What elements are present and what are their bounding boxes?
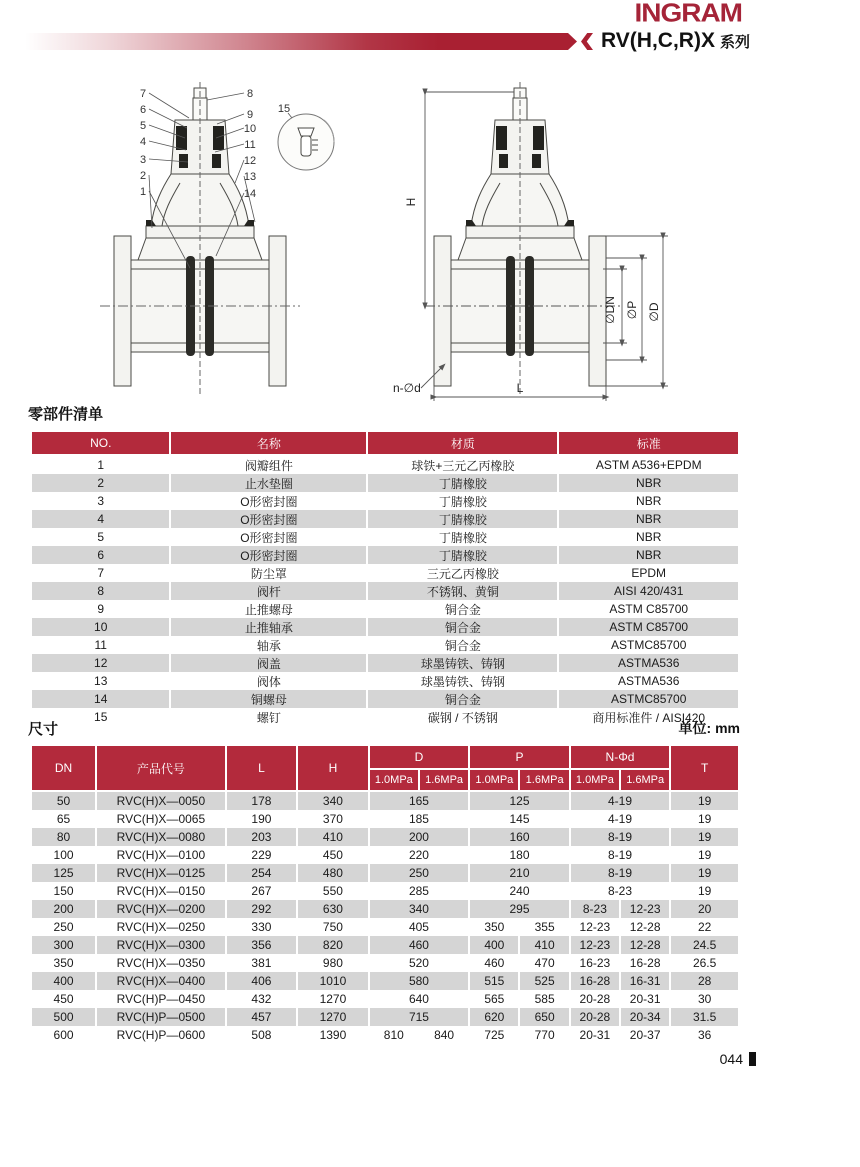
table-cell: 铜合金	[367, 690, 558, 708]
table-cell: 30	[670, 990, 739, 1008]
table-cell: 340	[369, 900, 470, 918]
table-cell: ASTM A536+EPDM	[558, 455, 739, 474]
series-title: RV(H,C,R)X	[601, 29, 715, 52]
table-cell: 229	[226, 846, 298, 864]
table-cell: 180	[469, 846, 570, 864]
table-cell: 8-23	[570, 900, 620, 918]
table-cell: 12-23	[570, 936, 620, 954]
table-cell: 640	[369, 990, 470, 1008]
table-cell: 350	[469, 918, 519, 936]
table-cell: RVC(H)P—0600	[96, 1026, 226, 1044]
table-cell: 750	[297, 918, 369, 936]
table-cell: RVC(H)X—0050	[96, 791, 226, 810]
brand-logo: INGRAM	[634, 0, 742, 27]
table-cell: 145	[469, 810, 570, 828]
table-cell: 220	[369, 846, 470, 864]
table-cell: RVC(H)X—0065	[96, 810, 226, 828]
table-cell: 防尘罩	[170, 564, 367, 582]
table-row	[31, 828, 739, 846]
callout-9: 9	[246, 109, 254, 121]
col-header-material: 材质	[367, 431, 558, 455]
table-cell: 16-23	[570, 954, 620, 972]
table-cell: 190	[226, 810, 298, 828]
table-cell: 19	[670, 846, 739, 864]
table-cell: O形密封圈	[170, 528, 367, 546]
table-cell: 止推轴承	[170, 618, 367, 636]
dim-label-d: ∅D	[647, 302, 661, 322]
table-cell: 770	[519, 1026, 569, 1044]
table-row	[31, 1008, 739, 1026]
table-row	[31, 528, 739, 546]
table-cell: 520	[369, 954, 470, 972]
dimensions-table-body	[31, 791, 739, 1044]
page-footer	[720, 1051, 756, 1067]
table-cell: 5	[31, 528, 170, 546]
table-cell: 20-37	[620, 1026, 670, 1044]
table-cell: 250	[369, 864, 470, 882]
page-number: 044	[719, 1051, 743, 1067]
col-header-standard: 标准	[558, 431, 739, 455]
parts-table-header-row	[31, 431, 739, 455]
dimensions-table	[30, 744, 740, 1044]
table-cell: 356	[226, 936, 298, 954]
table-cell: 止推螺母	[170, 600, 367, 618]
callout-5: 5	[139, 120, 147, 132]
table-cell: 432	[226, 990, 298, 1008]
table-cell: RVC(H)P—0450	[96, 990, 226, 1008]
table-cell: 405	[369, 918, 470, 936]
table-row	[31, 708, 739, 726]
table-cell: NBR	[558, 474, 739, 492]
table-cell: 585	[519, 990, 569, 1008]
table-cell: 28	[670, 972, 739, 990]
col-header-code: 产品代号	[96, 745, 226, 791]
table-cell: 330	[226, 918, 298, 936]
table-row	[31, 546, 739, 564]
table-cell: 不锈钢、黄铜	[367, 582, 558, 600]
series-suffix: 系列	[719, 34, 750, 51]
table-cell: NBR	[558, 510, 739, 528]
table-cell: RVC(H)X—0150	[96, 882, 226, 900]
table-cell: 22	[670, 918, 739, 936]
col-header-d: D	[369, 745, 470, 769]
table-cell: 210	[469, 864, 570, 882]
table-row	[31, 474, 739, 492]
table-cell: 400	[469, 936, 519, 954]
table-cell: 铜合金	[367, 636, 558, 654]
table-cell: 410	[519, 936, 569, 954]
table-cell: 丁腈橡胶	[367, 528, 558, 546]
table-cell: 螺钉	[170, 708, 367, 726]
table-cell: 14	[31, 690, 170, 708]
table-cell: 550	[297, 882, 369, 900]
callout-1: 1	[139, 186, 147, 198]
col-header-p: P	[469, 745, 570, 769]
table-cell: 止水垫圈	[170, 474, 367, 492]
dim-label-nd: n-∅d	[393, 381, 421, 395]
table-cell: 7	[31, 564, 170, 582]
table-cell: 620	[469, 1008, 519, 1026]
table-cell: 丁腈橡胶	[367, 492, 558, 510]
table-cell: EPDM	[558, 564, 739, 582]
table-cell: 球铁+三元乙丙橡胶	[367, 455, 558, 474]
table-row	[31, 954, 739, 972]
table-cell: 200	[31, 900, 96, 918]
table-cell: 阀瓣组件	[170, 455, 367, 474]
table-cell: 31.5	[670, 1008, 739, 1026]
table-row	[31, 918, 739, 936]
table-cell: 650	[519, 1008, 569, 1026]
table-cell: 565	[469, 990, 519, 1008]
table-row	[31, 846, 739, 864]
table-cell: 阀杆	[170, 582, 367, 600]
series-header	[601, 29, 750, 53]
table-cell: 丁腈橡胶	[367, 474, 558, 492]
table-cell: RVC(H)X—0250	[96, 918, 226, 936]
table-row	[31, 654, 739, 672]
table-cell: NBR	[558, 528, 739, 546]
table-row	[31, 690, 739, 708]
table-row	[31, 864, 739, 882]
table-cell: ASTM C85700	[558, 618, 739, 636]
callout-8: 8	[246, 88, 254, 100]
table-cell: 20-31	[620, 990, 670, 1008]
table-cell: 410	[297, 828, 369, 846]
table-cell: RVC(H)P—0500	[96, 1008, 226, 1026]
table-cell: 19	[670, 864, 739, 882]
table-cell: ASTMC85700	[558, 690, 739, 708]
table-cell: O形密封圈	[170, 492, 367, 510]
table-cell: 150	[31, 882, 96, 900]
table-cell: 125	[469, 791, 570, 810]
table-row	[31, 810, 739, 828]
table-cell: 1270	[297, 1008, 369, 1026]
col-header-no: NO.	[31, 431, 170, 455]
callout-4: 4	[139, 136, 147, 148]
table-cell: 457	[226, 1008, 298, 1026]
table-cell: 355	[519, 918, 569, 936]
callout-2: 2	[139, 170, 147, 182]
table-cell: 20-28	[570, 990, 620, 1008]
table-cell: 20-31	[570, 1026, 620, 1044]
table-cell: 254	[226, 864, 298, 882]
table-cell: 12-23	[570, 918, 620, 936]
callout-15: 15	[277, 103, 291, 115]
table-cell: 铜合金	[367, 618, 558, 636]
table-cell: 200	[369, 828, 470, 846]
dimension-diagram	[385, 78, 685, 408]
table-row	[31, 582, 739, 600]
table-cell: 8-19	[570, 864, 671, 882]
callout-11: 11	[244, 139, 256, 151]
table-cell: 292	[226, 900, 298, 918]
table-cell: 100	[31, 846, 96, 864]
table-row	[31, 882, 739, 900]
subcol-d-10mpa: 1.0MPa	[369, 769, 419, 791]
table-cell: 450	[297, 846, 369, 864]
table-cell: 20-28	[570, 1008, 620, 1026]
callout-10: 10	[243, 123, 257, 135]
dim-label-l: L	[516, 381, 524, 395]
table-cell: 185	[369, 810, 470, 828]
table-cell: 160	[469, 828, 570, 846]
table-row	[31, 990, 739, 1008]
table-cell: 450	[31, 990, 96, 1008]
table-cell: 24.5	[670, 936, 739, 954]
table-cell: 1270	[297, 990, 369, 1008]
table-cell: 19	[670, 810, 739, 828]
col-header-dn: DN	[31, 745, 96, 791]
table-cell: 630	[297, 900, 369, 918]
table-cell: 球墨铸铁、铸钢	[367, 654, 558, 672]
table-cell: 6	[31, 546, 170, 564]
table-row	[31, 636, 739, 654]
col-header-h: H	[297, 745, 369, 791]
table-cell: 1	[31, 455, 170, 474]
table-cell: 12-23	[620, 900, 670, 918]
table-cell: 381	[226, 954, 298, 972]
table-cell: 125	[31, 864, 96, 882]
table-cell: 820	[297, 936, 369, 954]
table-cell: 4-19	[570, 791, 671, 810]
table-cell: NBR	[558, 546, 739, 564]
chevron-icon	[581, 33, 593, 50]
table-cell: 340	[297, 791, 369, 810]
table-cell: 4	[31, 510, 170, 528]
table-cell: 碳钢 / 不锈钢	[367, 708, 558, 726]
footer-marker	[749, 1052, 756, 1066]
table-cell: 11	[31, 636, 170, 654]
parts-table-body	[31, 455, 739, 726]
table-cell: 470	[519, 954, 569, 972]
table-cell: 8-19	[570, 828, 671, 846]
table-cell: 铜螺母	[170, 690, 367, 708]
table-cell: 203	[226, 828, 298, 846]
col-header-name: 名称	[170, 431, 367, 455]
callout-14: 14	[243, 188, 257, 200]
table-cell: 三元乙丙橡胶	[367, 564, 558, 582]
col-header-t: T	[670, 745, 739, 791]
header-gradient-band	[25, 33, 577, 50]
table-cell: 19	[670, 791, 739, 810]
table-cell: ASTMA536	[558, 654, 739, 672]
callout-3: 3	[139, 154, 147, 166]
table-cell: 508	[226, 1026, 298, 1044]
table-cell: 250	[31, 918, 96, 936]
table-cell: 840	[419, 1026, 469, 1044]
table-cell: 轴承	[170, 636, 367, 654]
table-cell: 580	[369, 972, 470, 990]
table-cell: 4-19	[570, 810, 671, 828]
table-cell: 10	[31, 618, 170, 636]
dim-label-dn: ∅DN	[603, 296, 617, 324]
table-cell: 460	[369, 936, 470, 954]
dims-section-title: 尺寸	[28, 721, 59, 738]
table-cell: 20	[670, 900, 739, 918]
table-cell: 300	[31, 936, 96, 954]
table-cell: 370	[297, 810, 369, 828]
table-row	[31, 672, 739, 690]
table-cell: 460	[469, 954, 519, 972]
table-row	[31, 564, 739, 582]
subcol-p-16mpa: 1.6MPa	[519, 769, 569, 791]
subcol-d-16mpa: 1.6MPa	[419, 769, 469, 791]
table-cell: 20-34	[620, 1008, 670, 1026]
table-row	[31, 900, 739, 918]
dim-label-h: H	[404, 197, 418, 207]
table-cell: 8-23	[570, 882, 671, 900]
parts-table	[30, 430, 740, 726]
table-cell: RVC(H)X—0350	[96, 954, 226, 972]
table-cell: RVC(H)X—0100	[96, 846, 226, 864]
table-cell: 80	[31, 828, 96, 846]
col-header-l: L	[226, 745, 298, 791]
table-cell: 50	[31, 791, 96, 810]
table-cell: ASTMA536	[558, 672, 739, 690]
table-cell: 13	[31, 672, 170, 690]
table-row	[31, 618, 739, 636]
table-cell: 406	[226, 972, 298, 990]
table-cell: 阀盖	[170, 654, 367, 672]
callout-6: 6	[139, 104, 147, 116]
subcol-n-16mpa: 1.6MPa	[620, 769, 670, 791]
table-cell: 16-28	[620, 954, 670, 972]
table-cell: 铜合金	[367, 600, 558, 618]
table-row	[31, 1026, 739, 1044]
table-cell: 16-31	[620, 972, 670, 990]
table-cell: 165	[369, 791, 470, 810]
table-cell: 295	[469, 900, 570, 918]
table-cell: 600	[31, 1026, 96, 1044]
table-row	[31, 791, 739, 810]
table-cell: RVC(H)X—0200	[96, 900, 226, 918]
callout-13: 13	[243, 171, 257, 183]
parts-diagram	[88, 78, 348, 408]
table-cell: 19	[670, 882, 739, 900]
parts-section-title: 零部件清单	[28, 406, 104, 423]
table-cell: 400	[31, 972, 96, 990]
table-cell: 810	[369, 1026, 419, 1044]
table-cell: ASTMC85700	[558, 636, 739, 654]
table-cell: 178	[226, 791, 298, 810]
table-cell: 36	[670, 1026, 739, 1044]
table-cell: 480	[297, 864, 369, 882]
table-cell: RVC(H)X—0080	[96, 828, 226, 846]
table-cell: 丁腈橡胶	[367, 510, 558, 528]
table-cell: 12-28	[620, 936, 670, 954]
table-cell: 980	[297, 954, 369, 972]
table-cell: 12	[31, 654, 170, 672]
subcol-p-10mpa: 1.0MPa	[469, 769, 519, 791]
table-cell: 500	[31, 1008, 96, 1026]
table-cell: 19	[670, 828, 739, 846]
table-cell: 8-19	[570, 846, 671, 864]
table-cell: 1390	[297, 1026, 369, 1044]
subcol-n-10mpa: 1.0MPa	[570, 769, 620, 791]
table-row	[31, 972, 739, 990]
table-cell: AISI 420/431	[558, 582, 739, 600]
callout-7: 7	[139, 88, 147, 100]
callout-12: 12	[243, 155, 257, 167]
dims-header-row-1	[31, 745, 739, 769]
table-cell: 1010	[297, 972, 369, 990]
table-row	[31, 492, 739, 510]
table-cell: ASTM C85700	[558, 600, 739, 618]
table-cell: 3	[31, 492, 170, 510]
table-cell: RVC(H)X—0400	[96, 972, 226, 990]
table-cell: 267	[226, 882, 298, 900]
table-cell: 商用标准件 / AISI420	[558, 708, 739, 726]
table-cell: 26.5	[670, 954, 739, 972]
table-cell: O形密封圈	[170, 510, 367, 528]
table-cell: RVC(H)X—0300	[96, 936, 226, 954]
table-cell: 525	[519, 972, 569, 990]
table-cell: 285	[369, 882, 470, 900]
table-cell: 350	[31, 954, 96, 972]
table-cell: 240	[469, 882, 570, 900]
table-cell: 515	[469, 972, 519, 990]
table-cell: 8	[31, 582, 170, 600]
table-cell: O形密封圈	[170, 546, 367, 564]
unit-label: 单位: mm	[678, 720, 740, 736]
table-cell: 12-28	[620, 918, 670, 936]
table-cell: 16-28	[570, 972, 620, 990]
col-header-nphid: N-Φd	[570, 745, 671, 769]
table-cell: 725	[469, 1026, 519, 1044]
table-row	[31, 455, 739, 474]
table-row	[31, 936, 739, 954]
table-cell: 阀体	[170, 672, 367, 690]
table-row	[31, 510, 739, 528]
table-cell: 15	[31, 708, 170, 726]
table-cell: 球墨铸铁、铸钢	[367, 672, 558, 690]
table-cell: 9	[31, 600, 170, 618]
table-row	[31, 600, 739, 618]
table-cell: 715	[369, 1008, 470, 1026]
table-cell: RVC(H)X—0125	[96, 864, 226, 882]
table-cell: NBR	[558, 492, 739, 510]
dim-label-p: ∅P	[625, 300, 639, 320]
table-cell: 2	[31, 474, 170, 492]
table-cell: 65	[31, 810, 96, 828]
table-cell: 丁腈橡胶	[367, 546, 558, 564]
